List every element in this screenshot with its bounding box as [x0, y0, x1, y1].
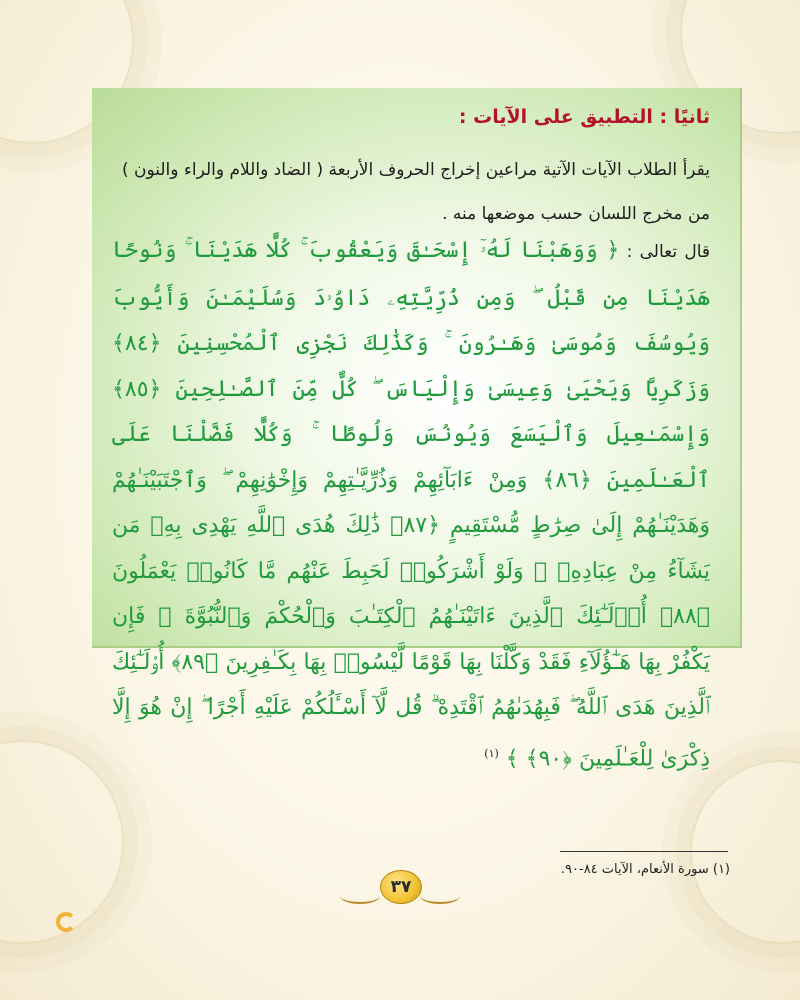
page-number-ornament	[362, 868, 438, 914]
section-heading: ثانيًا : التطبيق على الآيات :	[458, 106, 710, 128]
exercise-panel	[92, 88, 742, 771]
instruction-text: يقرأ الطلاب الآيات الآتية مراعين إخراج الحروف الأربعة ( الضاد واللام والراء والنون ) من مخرج اللسان حسب موضعها منه .	[121, 160, 710, 224]
verse-intro: قال تعالى :	[619, 242, 711, 262]
page-number: ٣٧	[380, 870, 422, 904]
right-flourish-icon	[420, 888, 460, 904]
quran-verses	[112, 228, 710, 781]
corner-ornament-bottom-right	[690, 760, 800, 944]
publisher-logo-icon	[56, 912, 76, 932]
left-flourish-icon	[340, 888, 380, 904]
verse-text: ﴿ وَوَهَبْنَا لَهُۥٓ إِسْحَـٰقَ وَيَعْقُوبَ ۚ كُلًّا هَدَيْنَا ۚ وَنُوحًا هَدَيْنَا مِن قَبْلُ ۖ وَمِن ذُرِّيَّتِهِۦ دَاوُۥدَ وَسُلَيْمَـٰنَ وَأَيُّوبَ وَيُوسُفَ وَمُوسَىٰ وَهَـٰرُونَ ۚ وَكَذَٰلِكَ نَجْزِى ٱلْمُحْسِنِينَ ﴿٨٤﴾ وَزَكَرِيَّا وَيَحْيَىٰ وَعِيسَىٰ وَإِلْيَاسَ ۖ كُلٌّ مِّنَ ٱلصَّـٰلِحِينَ ﴿٨٥﴾ وَإِسْمَـٰعِيلَ وَٱلْيَسَعَ وَيُونُسَ وَلُوطًا ۚ وَكُلًّا فَضَّلْنَا عَلَى ٱلْعَـٰلَمِينَ ﴿٨٦﴾ وَمِنْ ءَابَآئِهِمْ وَذُرِّيَّـٰتِهِمْ وَإِخْوَٰنِهِمْ ۖ وَٱجْتَبَيْنَـٰهُمْ وَهَدَيْنَـٰهُمْ إِلَىٰ صِرَٰطٍ مُّسْتَقِيمٍ ﴿٨٧﴾ ذَٰلِكَ هُدَى ٱللَّهِ يَهْدِى بِهِۦ مَن يَشَآءُ مِنْ عِبَادِهِۦ ۚ وَلَوْ أَشْرَكُوا۟ لَحَبِطَ عَنْهُم مَّا كَانُوا۟ يَعْمَلُونَ ﴿٨٨﴾ أُو۟لَـٰٓئِكَ ٱلَّذِينَ ءَاتَيْنَـٰهُمُ ٱلْكِتَـٰبَ وَٱلْحُكْمَ وَٱلنُّبُوَّةَ ۚ فَإِن يَكْفُرْ بِهَا هَـٰٓؤُلَآءِ فَقَدْ وَكَّلْنَا بِهَا قَوْمًا لَّيْسُوا۟ بِهَا بِكَـٰفِرِينَ ﴿٨٩﴾ أُو۟لَـٰٓئِكَ ٱلَّذِينَ هَدَى ٱللَّهُ ۖ فَبِهُدَىٰهُمُ ٱقْتَدِهْ ۗ قُل لَّآ أَسْـَٔلُكُمْ عَلَيْهِ أَجْرًا ۖ إِنْ هُوَ إِلَّا ذِكْرَىٰ لِلْعَـٰلَمِينَ ﴿٩٠﴾ ﴾	[112, 238, 710, 771]
footnote: (١) سورة الأنعام، الآيات ٨٤-٩٠.	[560, 862, 730, 877]
footnote-divider	[560, 851, 728, 852]
footnote-marker: (١)	[484, 746, 499, 760]
